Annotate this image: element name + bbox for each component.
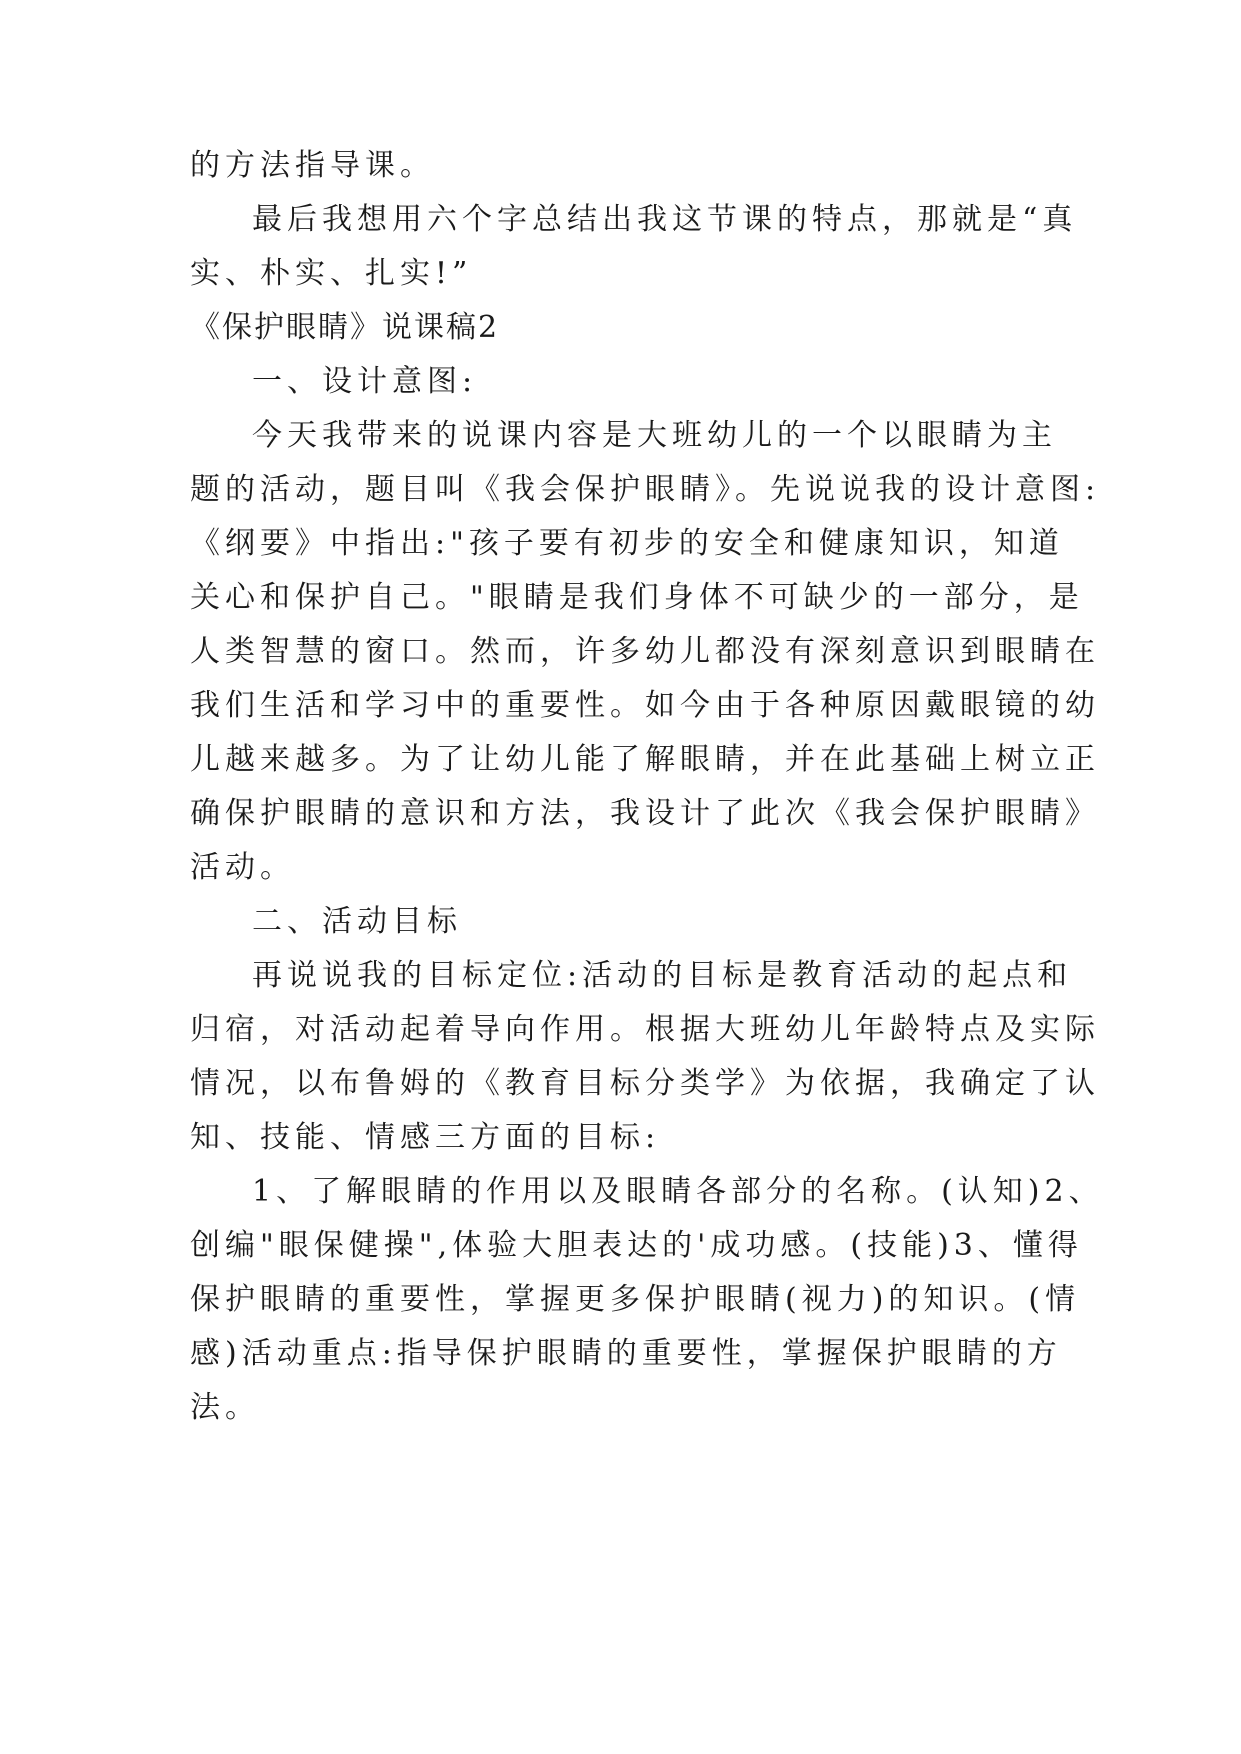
text-line: 今天我带来的说课内容是大班幼儿的一个以眼睛为主 xyxy=(252,418,1057,453)
text-line: 活动。 xyxy=(190,850,295,885)
text-line: 人类智慧的窗口。然而，许多幼儿都没有深刻意识到眼睛在 xyxy=(190,634,1100,669)
text-line: 确保护眼睛的意识和方法，我设计了此次《我会保护眼睛》 xyxy=(190,796,1100,831)
text-line: 儿越来越多。为了让幼儿能了解眼睛，并在此基础上树立正 xyxy=(190,742,1100,777)
section-title: 《保护眼睛》说课稿2 xyxy=(190,310,500,345)
text-line: 的方法指导课。 xyxy=(190,148,435,183)
text-line: 实、朴实、扎实!” xyxy=(190,256,473,291)
text-line: 创编"眼保健操",体验大胆表达的'成功感。(技能)3、懂得 xyxy=(190,1228,1083,1263)
text-line: 关心和保护自己。"眼睛是我们身体不可缺少的一部分，是 xyxy=(190,580,1084,615)
section-heading: 一、设计意图: xyxy=(252,364,478,399)
text-line: 我们生活和学习中的重要性。如今由于各种原因戴眼镜的幼 xyxy=(190,688,1100,723)
text-line: 知、技能、情感三方面的目标: xyxy=(190,1120,661,1155)
text-line: 保护眼睛的重要性，掌握更多保护眼睛(视力)的知识。(情 xyxy=(190,1282,1081,1317)
text-line: 归宿，对活动起着导向作用。根据大班幼儿年龄特点及实际 xyxy=(190,1012,1100,1047)
section-heading: 二、活动目标 xyxy=(252,904,462,939)
text-line: 最后我想用六个字总结出我这节课的特点，那就是“真 xyxy=(252,202,1078,237)
text-line: 题的活动，题目叫《我会保护眼睛》。先说说我的设计意图: xyxy=(190,472,1101,507)
text-line: 1、了解眼睛的作用以及眼睛各部分的名称。(认知)2、 xyxy=(252,1174,1104,1209)
text-line: 感)活动重点:指导保护眼睛的重要性，掌握保护眼睛的方 xyxy=(190,1336,1062,1371)
text-line: 法。 xyxy=(190,1390,260,1425)
text-line: 《纲要》中指出:"孩子要有初步的安全和健康知识，知道 xyxy=(190,526,1064,561)
text-line: 再说说我的目标定位:活动的目标是教育活动的起点和 xyxy=(252,958,1073,993)
text-line: 情况，以布鲁姆的《教育目标分类学》为依据，我确定了认 xyxy=(190,1066,1100,1101)
